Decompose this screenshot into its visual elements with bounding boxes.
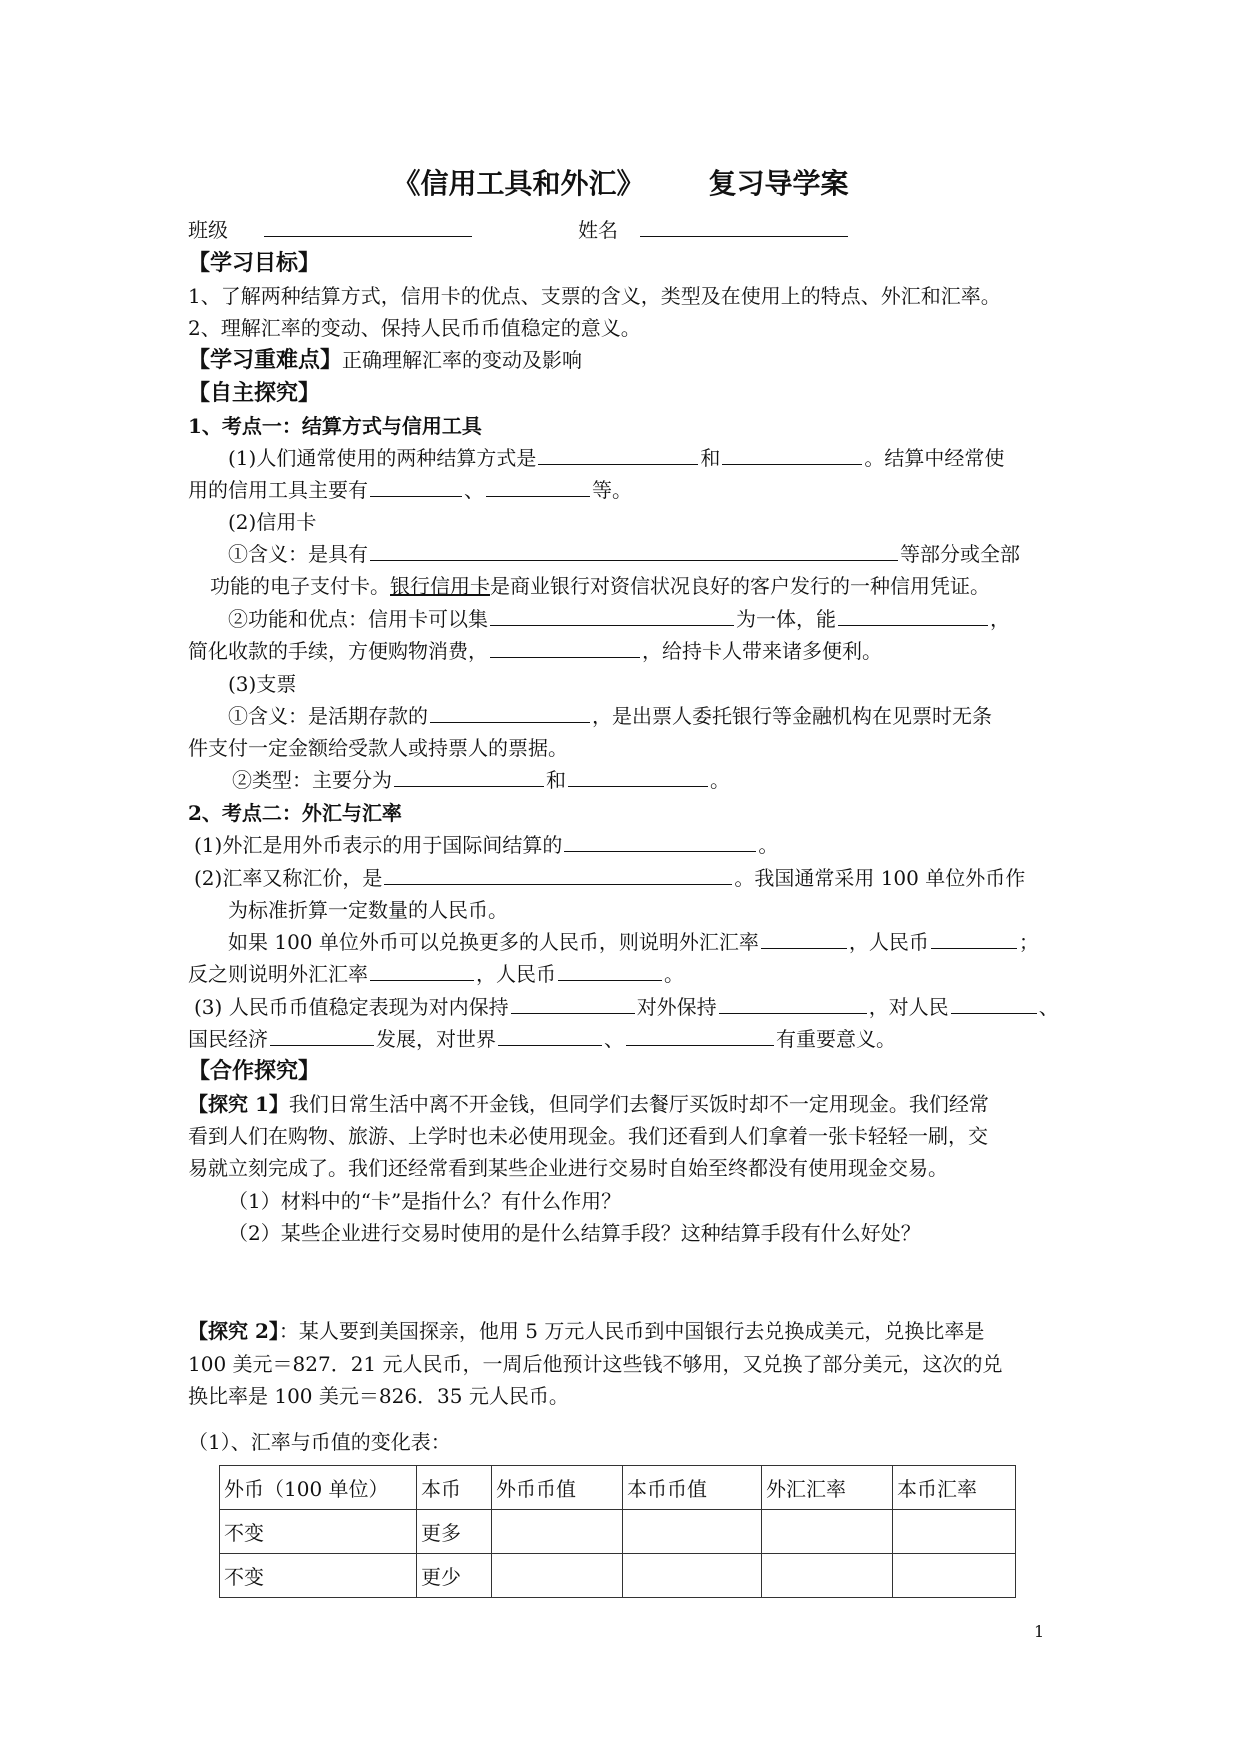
text: ，人民币 [476,962,556,986]
blank[interactable] [490,637,640,658]
k1-p3-line1 [228,702,992,730]
table-cell[interactable] [893,1554,1016,1598]
k2-p2-line2: 为标准折算一定数量的人民币。 [228,898,508,922]
class-label: 班级 [188,218,228,242]
page-number: 1 [1034,1622,1045,1641]
exchange-rate-table [219,1465,1016,1598]
blank[interactable] [430,702,590,723]
k2-p3-line1 [194,993,1059,1021]
blank[interactable] [538,444,698,465]
text: 功能的电子支付卡。 [210,574,390,598]
goal-item-2: 2、理解汇率的变动、保持人民币币值稳定的意义。 [188,316,641,340]
text: 对外保持 [636,995,717,1019]
text: 简化收款的手续，方便购物消费， [188,639,488,663]
blank[interactable] [838,605,988,626]
text: ，对人民 [868,995,949,1019]
class-name-line [188,216,850,244]
k1-p1-line2 [188,476,632,504]
text: ①含义：是活期存款的 [228,704,428,728]
blank[interactable] [719,993,867,1014]
table-cell[interactable] [893,1510,1016,1554]
blank[interactable] [490,605,734,626]
text: 用的信用工具主要有 [188,478,368,502]
difficulty-heading: 【学习重难点】 [188,347,343,373]
table-cell: 不变 [220,1510,417,1554]
text: 和 [546,768,566,792]
text: ①含义：是具有 [228,542,368,566]
blank[interactable] [384,864,732,885]
table-header-cell: 外汇汇率 [762,1466,893,1510]
blank[interactable] [951,993,1037,1014]
blank[interactable] [626,1025,774,1046]
table-header-cell: 本币 [417,1466,492,1510]
table-cell[interactable] [492,1554,623,1598]
k2-p3-line2 [188,1025,896,1053]
coop-heading: 【合作探究】 [188,1058,321,1084]
page-title [0,164,1241,204]
text: 、 [464,478,484,502]
name-label: 姓名 [578,218,618,242]
text: 如果 100 单位外币可以兑换更多的人民币，则说明外汇汇率 [228,930,759,954]
text: 、 [1038,995,1059,1019]
text: (3) 人民币币值稳定表现为对内保持 [194,995,509,1019]
table-caption: （1）、汇率与币值的变化表： [188,1430,451,1454]
text: 国民经济 [188,1027,268,1051]
table-header-cell: 外币（100 单位） [220,1466,417,1510]
class-field[interactable] [264,216,472,237]
t1-question-1: （1）材料中的“卡”是指什么？有什么作用？ [228,1189,622,1213]
table-cell[interactable] [492,1510,623,1554]
table-cell[interactable] [623,1554,762,1598]
table-cell[interactable] [762,1510,893,1554]
text: ，是出票人委托银行等金融机构在见票时无条 [592,704,992,728]
blank[interactable] [568,766,708,787]
title-sub: 复习导学案 [708,167,849,200]
text: 我们日常生活中离不开金钱，但同学们去餐厅买饭时却不一定用现金。我们经常 [288,1092,989,1116]
text: ； [1018,930,1039,954]
k1-p2-title: (2)信用卡 [228,510,317,534]
t2-label: 【探究 2】 [188,1319,279,1343]
k2-p1-line [194,831,778,859]
text: ，人民币 [848,930,929,954]
blank[interactable] [370,476,462,497]
text: (1)人们通常使用的两种结算方式是 [228,446,537,470]
t1-question-2: （2）某些企业进行交易时使用的是什么结算手段？这种结算手段有什么好处？ [228,1221,921,1245]
blank[interactable] [931,928,1017,949]
blank[interactable] [511,993,635,1014]
text: 。 [758,833,779,857]
blank[interactable] [761,928,847,949]
table-row [220,1510,1016,1554]
k1-p3-title: (3)支票 [228,672,297,696]
text: ，给持卡人带来诸多便利。 [642,639,882,663]
t1-line3: 易就立刻完成了。我们还经常看到某些企业进行交易时自始至终都没有使用现金交易。 [188,1156,948,1180]
blank[interactable] [370,540,898,561]
text: 。我国通常采用 100 单位外币作 [734,866,1026,890]
k2-p2-line3 [228,928,1039,956]
underlined-term: 银行信用卡 [390,574,490,598]
text: 是商业银行对资信状况良好的客户发行的一种信用凭证。 [490,574,990,598]
text: 。结算中经常使 [864,446,1005,470]
text: 和 [700,446,721,470]
k1-p2-line4 [188,637,882,665]
text: 发展，对世界 [376,1027,496,1051]
k1-p3-line2: 件支付一定金额给受款人或持票人的票据。 [188,736,568,760]
t2-line3: 换比率是 100 美元＝826．35 元人民币。 [188,1384,569,1408]
table-cell: 更多 [417,1510,492,1554]
table-header-cell: 外币币值 [492,1466,623,1510]
text: (2)汇率又称汇价，是 [194,866,383,890]
text: 。 [710,768,730,792]
text: 等。 [592,478,632,502]
difficulty-line [188,346,582,374]
t2-line2: 100 美元＝827．21 元人民币，一周后他预计这些钱不够用，又兑换了部分美元，这次的兑 [188,1352,1003,1376]
t1-line2: 看到人们在购物、旅游、上学时也未必使用现金。我们还看到人们拿着一张卡轻轻一刷，交 [188,1124,988,1148]
self-heading: 【自主探究】 [188,380,321,406]
title-main: 《信用工具和外汇》 [392,167,645,200]
table-row [220,1554,1016,1598]
k1-p1-line1 [228,444,1004,472]
text: 等部分或全部 [900,542,1020,566]
t2-line1 [188,1317,984,1345]
k1-p2-line1 [228,540,1020,568]
goal-item-1: 1、了解两种结算方式，信用卡的优点、支票的含义，类型及在使用上的特点、外汇和汇率。 [188,284,1001,308]
blank[interactable] [498,1025,602,1046]
k1-p2-line2 [210,572,990,600]
text: ， [990,607,1010,631]
table-header-cell: 本币汇率 [893,1466,1016,1510]
blank[interactable] [370,960,474,981]
k1-title: 1、考点一：结算方式与信用工具 [188,414,482,438]
text: 反之则说明外汇汇率 [188,962,368,986]
t1-line1 [188,1090,989,1118]
text: (1)外汇是用外币表示的用于国际间结算的 [194,833,563,857]
blank[interactable] [486,476,590,497]
text: ②功能和优点：信用卡可以集 [228,607,488,631]
k1-p2-line3 [228,605,1010,633]
blank[interactable] [394,766,544,787]
text: 、 [604,1027,624,1051]
table-cell: 不变 [220,1554,417,1598]
k2-p2-line1 [194,864,1025,892]
text: ②类型：主要分为 [232,768,392,792]
table-cell: 更少 [417,1554,492,1598]
table-cell[interactable] [762,1554,893,1598]
difficulty-text: 正确理解汇率的变动及影响 [342,348,583,372]
goals-heading: 【学习目标】 [188,250,321,276]
blank[interactable] [722,444,862,465]
table-header-row [220,1466,1016,1510]
k2-title: 2、考点二：外汇与汇率 [188,801,402,825]
text: 。 [664,962,684,986]
text: 为一体，能 [736,607,836,631]
t1-label: 【探究 1】 [188,1092,289,1116]
k1-p3-line3 [232,766,730,794]
text: 有重要意义。 [776,1027,896,1051]
text: ：某人要到美国探亲，他用 5 万元人民币到中国银行去兑换成美元，兑换比率是 [278,1319,985,1343]
blank[interactable] [558,960,662,981]
blank[interactable] [270,1025,374,1046]
blank[interactable] [564,831,756,852]
table-header-cell: 本币币值 [623,1466,762,1510]
k2-p2-line4 [188,960,684,988]
table-cell[interactable] [623,1510,762,1554]
name-field[interactable] [640,216,848,237]
